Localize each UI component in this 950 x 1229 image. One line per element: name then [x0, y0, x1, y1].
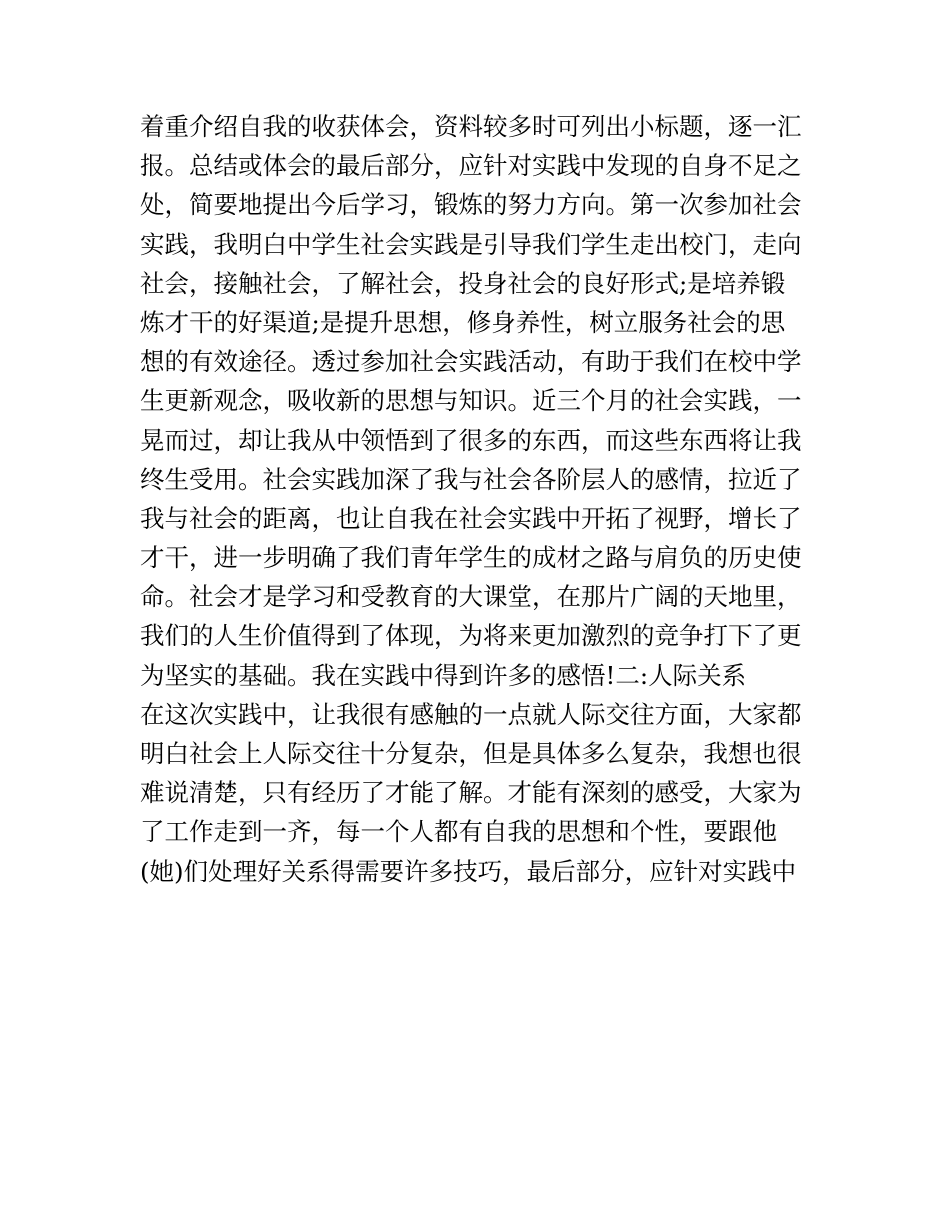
text-line: (她)们处理好关系得需要许多技巧，最后部分，应针对实践中 — [140, 856, 797, 886]
text-line: 明白社会上人际交往十分复杂，但是具体多么复杂，我想也很 — [140, 739, 802, 768]
text-line: 为坚实的基础。我在实践中得到许多的感悟!二:人际关系 — [140, 660, 747, 690]
text-line: 我们的人生价值得到了体现，为将来更加激烈的竞争打下了更 — [140, 621, 802, 651]
text-line: 我与社会的距离，也让自我在社会实践中开拓了视野，增长了 — [140, 503, 802, 533]
text-line: 晃而过，却让我从中领悟到了很多的东西，而这些东西将让我 — [140, 425, 802, 455]
text-line: 才干，进一步明确了我们青年学生的成材之路与肩负的历史使 — [140, 543, 802, 573]
text-line: 实践，我明白中学生社会实践是引导我们学生走出校门，走向 — [140, 229, 802, 259]
text-line: 报。总结或体会的最后部分，应针对实践中发现的自身不足之 — [140, 151, 802, 181]
body-text — [140, 107, 820, 891]
text-line: 终生受用。社会实践加深了我与社会各阶层人的感情，拉近了 — [140, 464, 802, 494]
text-line: 炼才干的好渠道;是提升思想，修身养性，树立服务社会的思 — [140, 307, 786, 337]
text-line: 想的有效途径。透过参加社会实践活动，有助于我们在校中学 — [140, 347, 802, 377]
text-line: 命。社会才是学习和受教育的大课堂，在那片广阔的天地里， — [140, 582, 802, 612]
text-line: 生更新观念，吸收新的思想与知识。近三个月的社会实践，一 — [140, 386, 802, 416]
text-line: 在这次实践中，让我很有感触的一点就人际交往方面，大家都 — [140, 699, 802, 729]
text-line: 难说清楚，只有经历了才能了解。才能有深刻的感受，大家为 — [140, 778, 802, 808]
text-line: 社会，接触社会，了解社会，投身社会的良好形式;是培养锻 — [140, 268, 786, 298]
text-line: 着重介绍自我的收获体会，资料较多时可列出小标题，逐一汇 — [140, 112, 802, 141]
text-line: 了工作走到一齐，每一个人都有自我的思想和个性，要跟他 — [140, 817, 777, 847]
text-line: 处，简要地提出今后学习，锻炼的努力方向。第一次参加社会 — [140, 190, 802, 220]
